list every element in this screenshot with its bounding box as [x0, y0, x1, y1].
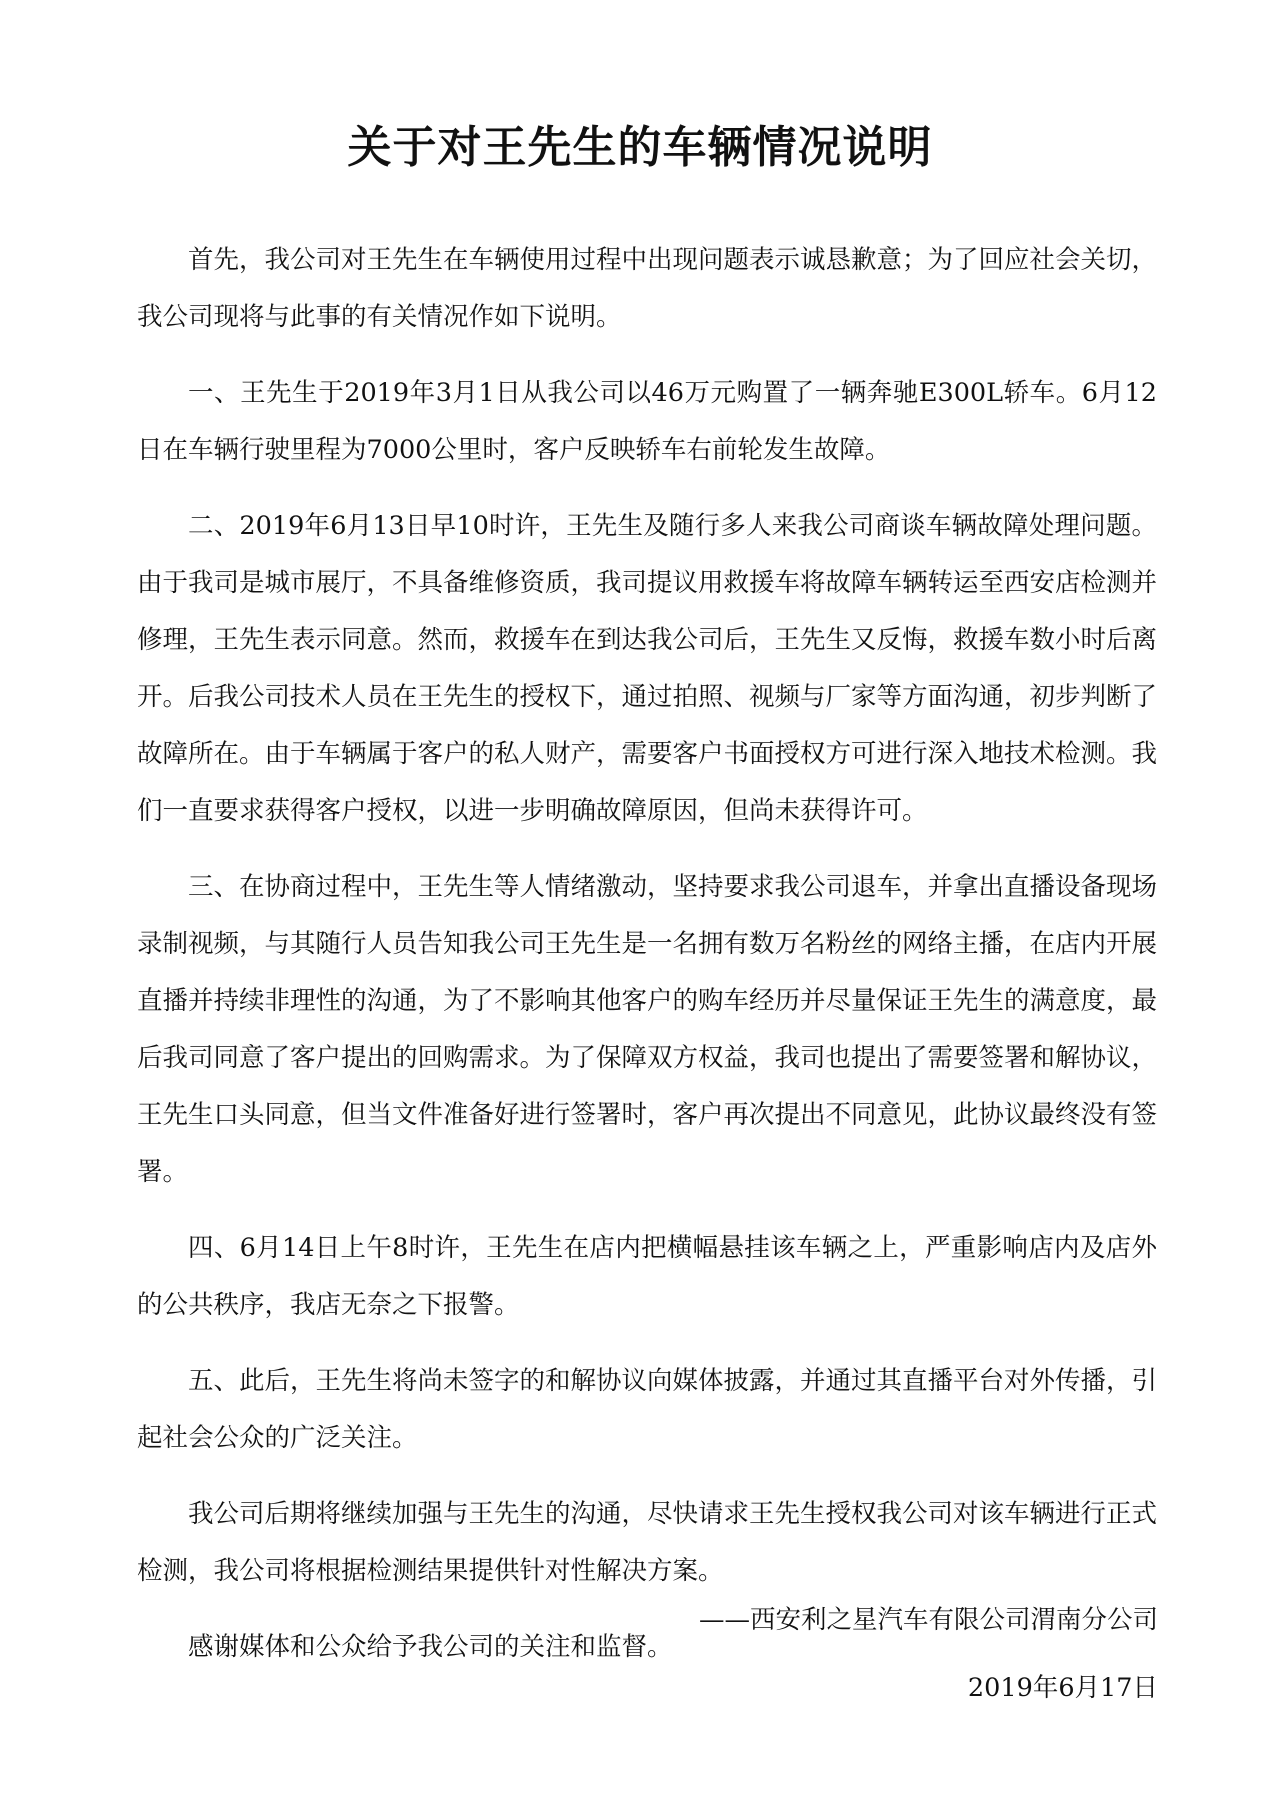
company-signature: ——西安利之星汽车有限公司渭南分公司 [698, 1605, 1158, 1635]
paragraph-followup: 我公司后期将继续加强与王先生的沟通，尽快请求王先生授权我公司对该车辆进行正式检测，我公司将根据检测结果提供针对性解决方案。 [137, 1499, 1158, 1586]
document-title: 关于对王先生的车辆情况说明 [347, 122, 933, 173]
document-body [137, 232, 1157, 1695]
paragraph-item-2: 二、2019年6月13日早10时许，王先生及随行多人来我公司商谈车辆故障处理问题。由于我司是城市展厅，不具备维修资质，我司提议用救援车将故障车辆转运至西安店检测并修理，王先生表示同意。然而，救援车在到达我公司后，王先生又反悔，救援车数小时后离开。后我公司技术人员在王先生的授权下，通过拍照、视频与厂家等方面沟通，初步判断了故障所在。由于车辆属于客户的私人财产，需要客户书面授权方可进行深入地技术检测。我们一直要求获得客户授权，以进一步明确故障原因，但尚未获得许可。 [137, 511, 1158, 826]
paragraph-item-1: 一、王先生于2019年3月1日从我公司以46万元购置了一辆奔驰E300L轿车。6月12日在车辆行驶里程为7000公里时，客户反映轿车右前轮发生故障。 [137, 378, 1157, 465]
paragraph-item-3: 三、在协商过程中，王先生等人情绪激动，坚持要求我公司退车，并拿出直播设备现场录制视频，与其随行人员告知我公司王先生是一名拥有数万名粉丝的网络主播，在店内开展直播并持续非理性的沟通，为了不影响其他客户的购车经历并尽量保证王先生的满意度，最后我司同意了客户提出的回购需求。为了保障双方权益，我司也提出了需要签署和解协议，王先生口头同意，但当文件准备好进行签署时，客户再次提出不同意见，此协议最终没有签署。 [137, 872, 1158, 1187]
paragraph-thanks: 感谢媒体和公众给予我公司的关注和监督。 [188, 1632, 673, 1662]
signature-block [699, 1590, 1158, 1650]
paragraph-item-4: 四、6月14日上午8时许，王先生在店内把横幅悬挂该车辆之上，严重影响店内及店外的公共秩序，我店无奈之下报警。 [137, 1233, 1157, 1320]
paragraph-intro: 首先，我公司对王先生在车辆使用过程中出现问题表示诚恳歉意；为了回应社会关切，我公司现将与此事的有关情况作如下说明。 [137, 245, 1158, 332]
paragraph-item-5: 五、此后，王先生将尚未签字的和解协议向媒体披露，并通过其直播平台对外传播，引起社会公众的广泛关注。 [137, 1366, 1158, 1453]
document-date: 2019年6月17日 [967, 1673, 1158, 1703]
